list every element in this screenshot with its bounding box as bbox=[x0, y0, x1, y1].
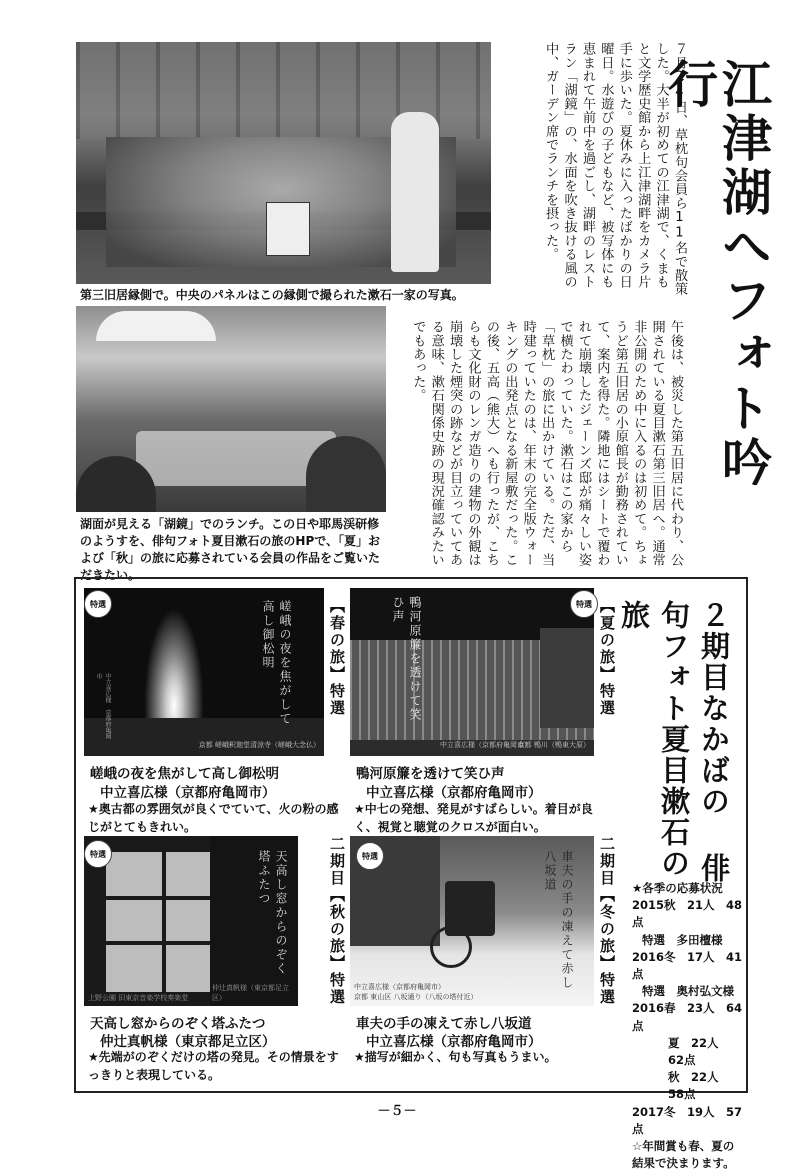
photo-lunch-restaurant bbox=[76, 306, 386, 512]
season-label-summer: 【夏の旅】特選 bbox=[598, 598, 616, 717]
haiku-autumn: 天高し窓からのぞく塔ふたつ bbox=[90, 1016, 266, 1032]
contest-title bbox=[614, 600, 734, 890]
photo-poem-winter: 車夫の手の凍えて赤し八坂道 bbox=[543, 850, 574, 990]
haiku-winter: 車夫の手の凍えて赤し八坂道 bbox=[356, 1016, 532, 1032]
season-label-autumn: 二期目【秋の旅】特選 bbox=[328, 836, 346, 1006]
author-summer: 中立喜広様（京都府亀岡市） bbox=[366, 785, 542, 801]
entry-photo-spring bbox=[84, 588, 324, 756]
comment-summer: ★中七の発想、発見がすばらしい。着目が良く、視覚と聴覚のクロスが面白い。 bbox=[354, 802, 593, 834]
photo-poem-spring: 嵯峨の夜を焦がして高し御松明 bbox=[261, 600, 292, 726]
photo-group-veranda bbox=[76, 42, 491, 284]
stats-row: 秋 22人 58点 bbox=[668, 1070, 731, 1102]
badge-autumn: 特選 bbox=[84, 840, 112, 868]
article-body-1: ７月24日、草枕句会員ら11名で散策した。大半が初めての江津湖で、くまもと文学歴史館から上江津湖畔をカメラ片手に歩いた。夏休みに入ったばかりの日曜日。水遊びの子どもなど、被写体にも恵まれて午前中を過ごし、湖畔のレストラン「湖鏡」の、水面を吹き抜ける風の中、ガーデン席でランチを摂った。 bbox=[543, 42, 687, 296]
season-label-winter: 二期目【冬の旅】特選 bbox=[598, 836, 616, 1006]
photo-credit-winter: 京都 東山区 八坂通り（八坂の塔付近） bbox=[354, 993, 478, 1001]
photo1-caption: 第三旧居縁側で。中央のパネルはこの縁側で撮られた漱石一家の写真。 bbox=[80, 288, 464, 302]
stats-row: 特選 奥村弘文様 bbox=[642, 984, 734, 999]
stats-row: 夏 22人 62点 bbox=[668, 1035, 731, 1068]
season-label-spring: 【春の旅】特選 bbox=[328, 598, 346, 717]
badge-summer: 特選 bbox=[570, 590, 598, 618]
stats-row: 2016春 23人 64点 bbox=[632, 1001, 743, 1033]
photo-credit-summer: 京都 鴨川（鴨東大原） bbox=[517, 741, 590, 749]
comment-spring: ★奥古都の雰囲気が良くでていて、火の粉の感じがとてもきれい。 bbox=[88, 802, 339, 834]
article-title: 江津湖へフォト吟行 bbox=[660, 58, 772, 490]
stats-row: 特選 多田檀様 bbox=[642, 932, 723, 947]
photo2-caption: 湖面が見える「湖鏡」でのランチ。この日や耶馬渓研修のようすを、俳句フォト夏目漱石の旅のHPで、「夏」および「秋」の旅に応募されている会員の作品をご覧いただきたい。 bbox=[80, 517, 381, 582]
article-body-2: 午後は、被災した第五旧居に代わり、公開されている夏目漱石第三旧居へ。通常非公開のため中に入るのは初めて。ちょうど第五旧居の小原館長が勤務されていて、案内を得た。隣地にはシートで覆われて崩壊したジェーンズ邸が痛々しい姿で横たわっていた。漱石はこの家から「草枕」の旅に出かけている。ただ、当時建っていたのは、年末の完全版ウォーキングの出発点となる新屋敷だった。この後、五高（熊大）へも行ったが、こちらも文化財のレンガ造りの建物の外観は崩壊した煙突の跡などが目立っていてある意味、漱石関係史跡の現況確認みたいでもあった。 bbox=[410, 320, 683, 567]
entry-photo-autumn-poem bbox=[210, 836, 298, 1006]
comment-winter: ★描写が細かく、句も写真もうまい。 bbox=[354, 1050, 557, 1064]
photo-poem-autumn: 天高し窓からのぞく塔ふたつ bbox=[257, 850, 288, 976]
comment-autumn: ★先端がのぞくだけの塔の発見。その情景をすっきりと表現している。 bbox=[88, 1050, 339, 1082]
photo-author-spring: 中立喜広様 京都府亀岡市 bbox=[95, 673, 111, 739]
entry-photo-summer bbox=[350, 588, 594, 756]
photo-author-summer: 中立喜広様（京都府亀岡市） bbox=[440, 741, 531, 749]
photo-credit-spring: 京都 嵯峨釈迦堂清涼寺（嵯峨大念仏） bbox=[198, 741, 320, 749]
stats-row: 2015秋 21人 48点 bbox=[632, 898, 743, 930]
submission-stats bbox=[632, 880, 744, 1172]
badge-spring: 特選 bbox=[84, 590, 112, 618]
photo-poem-summer: 鴨河原簾を透けて笑ひ声 bbox=[391, 596, 422, 722]
author-winter: 中立喜広様（京都府亀岡市） bbox=[366, 1034, 542, 1050]
contest-title-line2: 俳句フォト夏目漱石の旅 bbox=[617, 600, 731, 884]
contest-title-line1: ２期目なかばの bbox=[697, 600, 731, 817]
badge-winter: 特選 bbox=[356, 842, 384, 870]
author-spring: 中立喜広様（京都府亀岡市） bbox=[100, 785, 276, 801]
stats-footer: ☆年間賞も春、夏の結果で決まります。 bbox=[632, 1139, 735, 1171]
page-number: －５－ bbox=[377, 1104, 417, 1119]
photo-author-winter: 中立喜広様（京都府亀岡市） bbox=[354, 983, 445, 991]
stats-heading: ★各季の応募状況 bbox=[632, 881, 723, 895]
haiku-summer: 鴨河原簾を透けて笑ひ声 bbox=[356, 766, 505, 782]
entry-photo-winter bbox=[350, 836, 594, 1006]
stats-row: 2016冬 17人 41点 bbox=[632, 949, 743, 982]
stats-row: 2017冬 19人 57点 bbox=[632, 1104, 743, 1136]
photo-credit-autumn: 上野公園 旧東京音楽学校奏楽堂 bbox=[88, 994, 189, 1002]
photo-author-autumn: 仲辻真帆様（東京都足立区） bbox=[212, 984, 289, 1002]
author-autumn: 仲辻真帆様（東京都足立区） bbox=[100, 1034, 276, 1050]
haiku-spring: 嵯峨の夜を焦がして高し御松明 bbox=[90, 766, 279, 782]
